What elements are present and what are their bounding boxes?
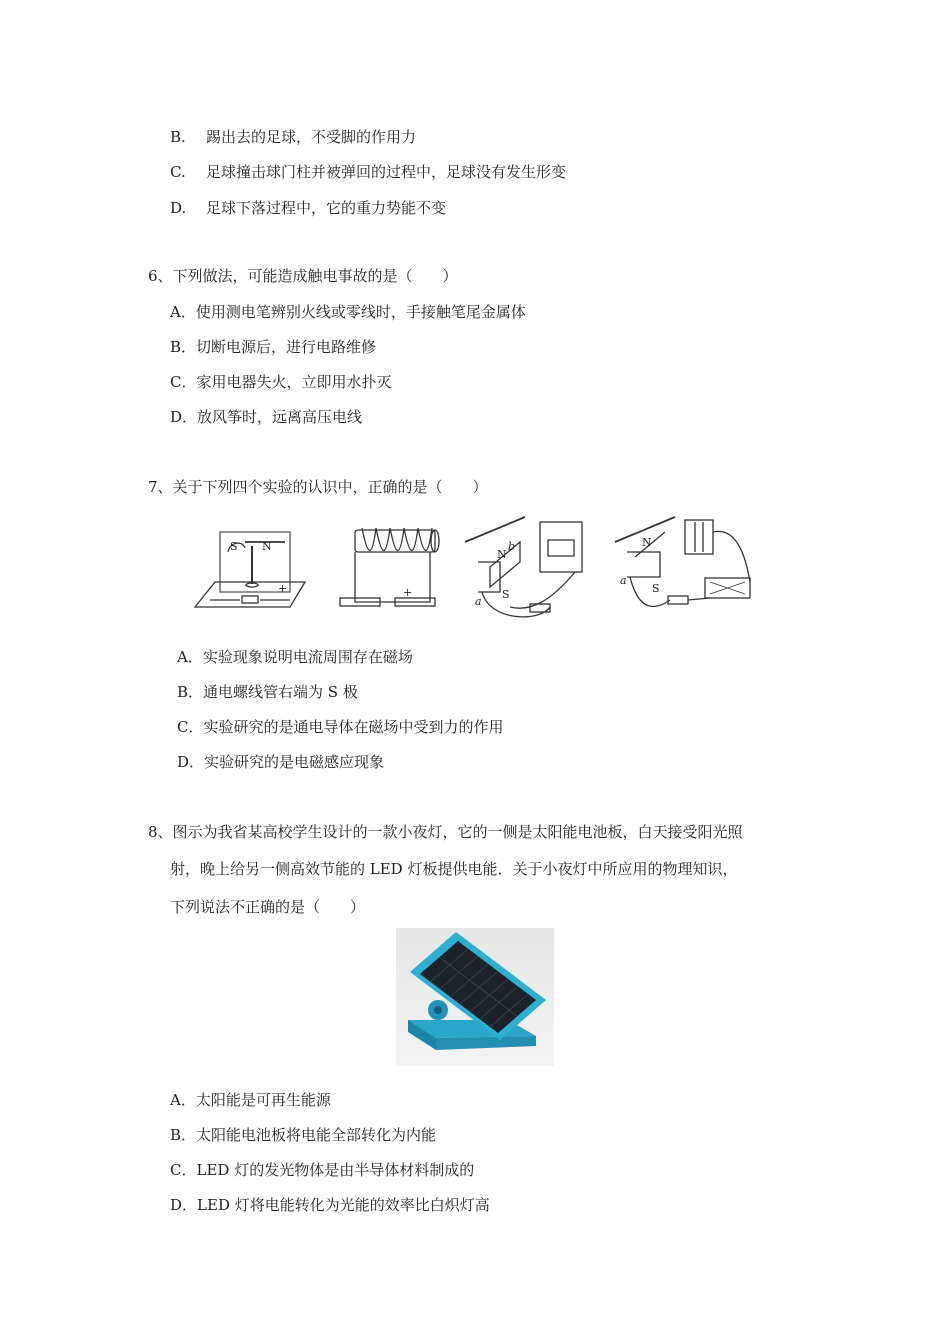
option-text: 实验研究的是电磁感应现象 [204, 753, 385, 771]
label-plus-2: + [403, 586, 413, 599]
option-label: B． [177, 683, 204, 701]
q8-stem-line-1: 8、图示为我省某高校学生设计的一款小夜灯，它的一侧是太阳能电池板，白天接受阳光照 [148, 823, 743, 841]
option-text: 实验研究的是通电导体在磁场中受到力的作用 [203, 718, 504, 736]
label-a: a [475, 595, 482, 608]
q5-option-c [170, 162, 566, 182]
option-text: 家用电器失火，立即用水扑灭 [196, 373, 392, 391]
option-label: A． [170, 1091, 196, 1109]
experiment-solenoid-diagram [340, 528, 439, 606]
experiment-motor-diagram [465, 517, 582, 617]
label-s: S [230, 540, 238, 553]
q7-option-c [177, 717, 504, 737]
option-label: D． [170, 1196, 198, 1214]
q8-option-a [170, 1090, 331, 1110]
option-label: B. [170, 128, 186, 146]
option-text: 使用测电笔辨别火线或零线时，手接触笔尾金属体 [195, 303, 526, 321]
option-label: C． [170, 1161, 197, 1179]
q8-option-d [170, 1195, 490, 1215]
q6-option-d [170, 407, 362, 427]
option-label: D． [177, 753, 205, 771]
label-minus: - [245, 600, 249, 613]
option-label: A． [177, 648, 203, 666]
option-text: 足球撞击球门柱并被弹回的过程中，足球没有发生形变 [206, 163, 567, 181]
option-label: B． [170, 1126, 197, 1144]
option-label: D． [170, 408, 198, 426]
option-text: 太阳能是可再生能源 [195, 1091, 331, 1109]
option-text: LED 灯将电能转化为光能的效率比白炽灯高 [197, 1196, 490, 1214]
q5-option-b [170, 127, 416, 147]
label-s-4: S [652, 582, 660, 595]
q8-option-b [170, 1125, 436, 1145]
option-text: 实验现象说明电流周围存在磁场 [202, 648, 413, 666]
option-label: C． [177, 718, 204, 736]
option-label: A． [170, 303, 196, 321]
option-label: B． [170, 338, 197, 356]
q6-stem: 6、下列做法，可能造成触电事故的是（ ） [148, 267, 458, 285]
option-text: 放风筝时，远离高压电线 [197, 408, 363, 426]
q8-stem-line-2: 射，晚上给另一侧高效节能的 LED 灯板提供电能．关于小夜灯中所应用的物理知识， [170, 860, 738, 878]
q8-stem-line-3: 下列说法不正确的是（ ） [170, 898, 366, 916]
q8-option-c [170, 1160, 474, 1180]
label-b: b [508, 540, 516, 553]
q7-option-d [177, 752, 384, 772]
label-n-3: N [497, 548, 507, 561]
q6-option-c [170, 372, 392, 392]
option-label: C. [170, 163, 186, 181]
option-text: 通电螺线管右端为 S 极 [203, 683, 358, 701]
option-text: 足球下落过程中，它的重力势能不变 [206, 199, 447, 217]
q7-option-a [177, 647, 413, 667]
label-s-3: S [502, 588, 510, 601]
option-text: 切断电源后，进行电路维修 [196, 338, 377, 356]
label-plus: + [278, 582, 288, 595]
option-text: 太阳能电池板将电能全部转化为内能 [196, 1126, 437, 1144]
q7-experiments-figure [190, 512, 765, 624]
q7-option-b [177, 682, 358, 702]
q5-option-d [170, 198, 446, 218]
night-light-photo [396, 928, 554, 1066]
q7-stem: 7、关于下列四个实验的认识中，正确的是（ ） [148, 478, 488, 496]
experiment-oersted-diagram [195, 532, 305, 613]
experiment-induction-diagram [615, 517, 750, 606]
option-text: 踢出去的足球，不受脚的作用力 [206, 128, 417, 146]
label-a-4: a [620, 574, 627, 587]
option-label: D. [170, 199, 187, 217]
q6-option-b [170, 337, 376, 357]
option-label: C． [170, 373, 197, 391]
option-text: LED 灯的发光物体是由半导体材料制成的 [196, 1161, 475, 1179]
q6-option-a [170, 302, 526, 322]
label-n-4: N [642, 536, 652, 549]
label-n: N [262, 540, 272, 553]
